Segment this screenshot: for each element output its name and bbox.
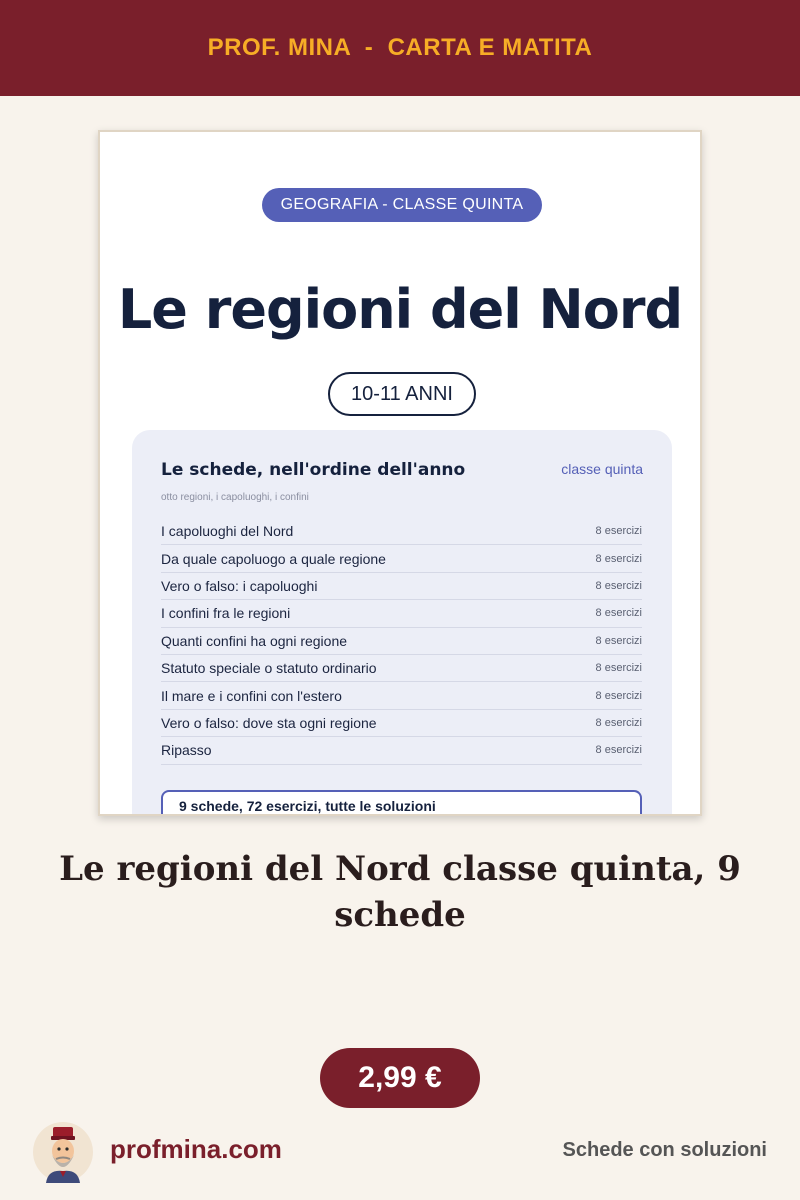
- worksheet-title: Vero o falso: i capoluoghi: [161, 577, 318, 594]
- exercise-count: 8 esercizi: [595, 607, 642, 620]
- exercise-count: 8 esercizi: [595, 744, 642, 757]
- summary-box: [161, 790, 642, 816]
- exercise-count: 8 esercizi: [595, 689, 642, 702]
- exercise-count: 8 esercizi: [595, 552, 642, 565]
- exercise-count: 8 esercizi: [595, 525, 642, 538]
- exercise-count: 8 esercizi: [595, 579, 642, 592]
- worksheet-title: I capoluoghi del Nord: [161, 523, 294, 540]
- list-item: [161, 710, 642, 737]
- footer-tagline: Schede con soluzioni: [562, 1139, 767, 1161]
- worksheet-rows: [161, 518, 642, 765]
- age-pill: 10-11 ANNI: [328, 372, 476, 416]
- list-item: [161, 600, 642, 627]
- worksheet-title: Vero o falso: dove sta ogni regione: [161, 714, 377, 731]
- panel-class-tag: classe quinta: [561, 461, 643, 477]
- top-banner: [0, 0, 800, 96]
- list-item: [161, 682, 642, 709]
- list-item: [161, 737, 642, 764]
- product-preview-card[interactable]: [98, 130, 702, 816]
- worksheet-title: Statuto speciale o statuto ordinario: [161, 660, 377, 677]
- exercise-count: 8 esercizi: [595, 634, 642, 647]
- worksheet-title: I confini fra le regioni: [161, 605, 291, 622]
- price-button[interactable]: 2,99 €: [320, 1048, 480, 1108]
- worksheet-title: Il mare e i confini con l'estero: [161, 687, 342, 704]
- professor-avatar-icon: [32, 1121, 94, 1183]
- worksheet-title: Da quale capoluogo a quale regione: [161, 550, 386, 567]
- exercise-count: 8 esercizi: [595, 662, 642, 675]
- site-link[interactable]: profmina.com: [110, 1134, 282, 1164]
- banner-text: PROF. MINA - CARTA E MATITA: [207, 34, 593, 61]
- product-caption: Le regioni del Nord classe quinta, 9 schede: [59, 849, 741, 935]
- card-title: Le regioni del Nord: [117, 278, 683, 341]
- exercise-count: 8 esercizi: [595, 716, 642, 729]
- summary-text: 9 schede, 72 esercizi, tutte le soluzioni: [179, 798, 436, 814]
- list-item: [161, 628, 642, 655]
- panel-heading: Le schede, nell'ordine dell'anno: [161, 460, 466, 480]
- list-item: [161, 655, 642, 682]
- list-item: [161, 518, 642, 545]
- subject-pill: GEOGRAFIA - CLASSE QUINTA: [262, 188, 542, 222]
- worksheet-title: Quanti confini ha ogni regione: [161, 632, 348, 649]
- worksheet-title: Ripasso: [161, 742, 212, 759]
- panel-subheading: otto regioni, i capoluoghi, i confini: [161, 492, 309, 503]
- list-item: [161, 573, 642, 600]
- list-item: [161, 545, 642, 572]
- worksheet-list-panel: [132, 430, 672, 816]
